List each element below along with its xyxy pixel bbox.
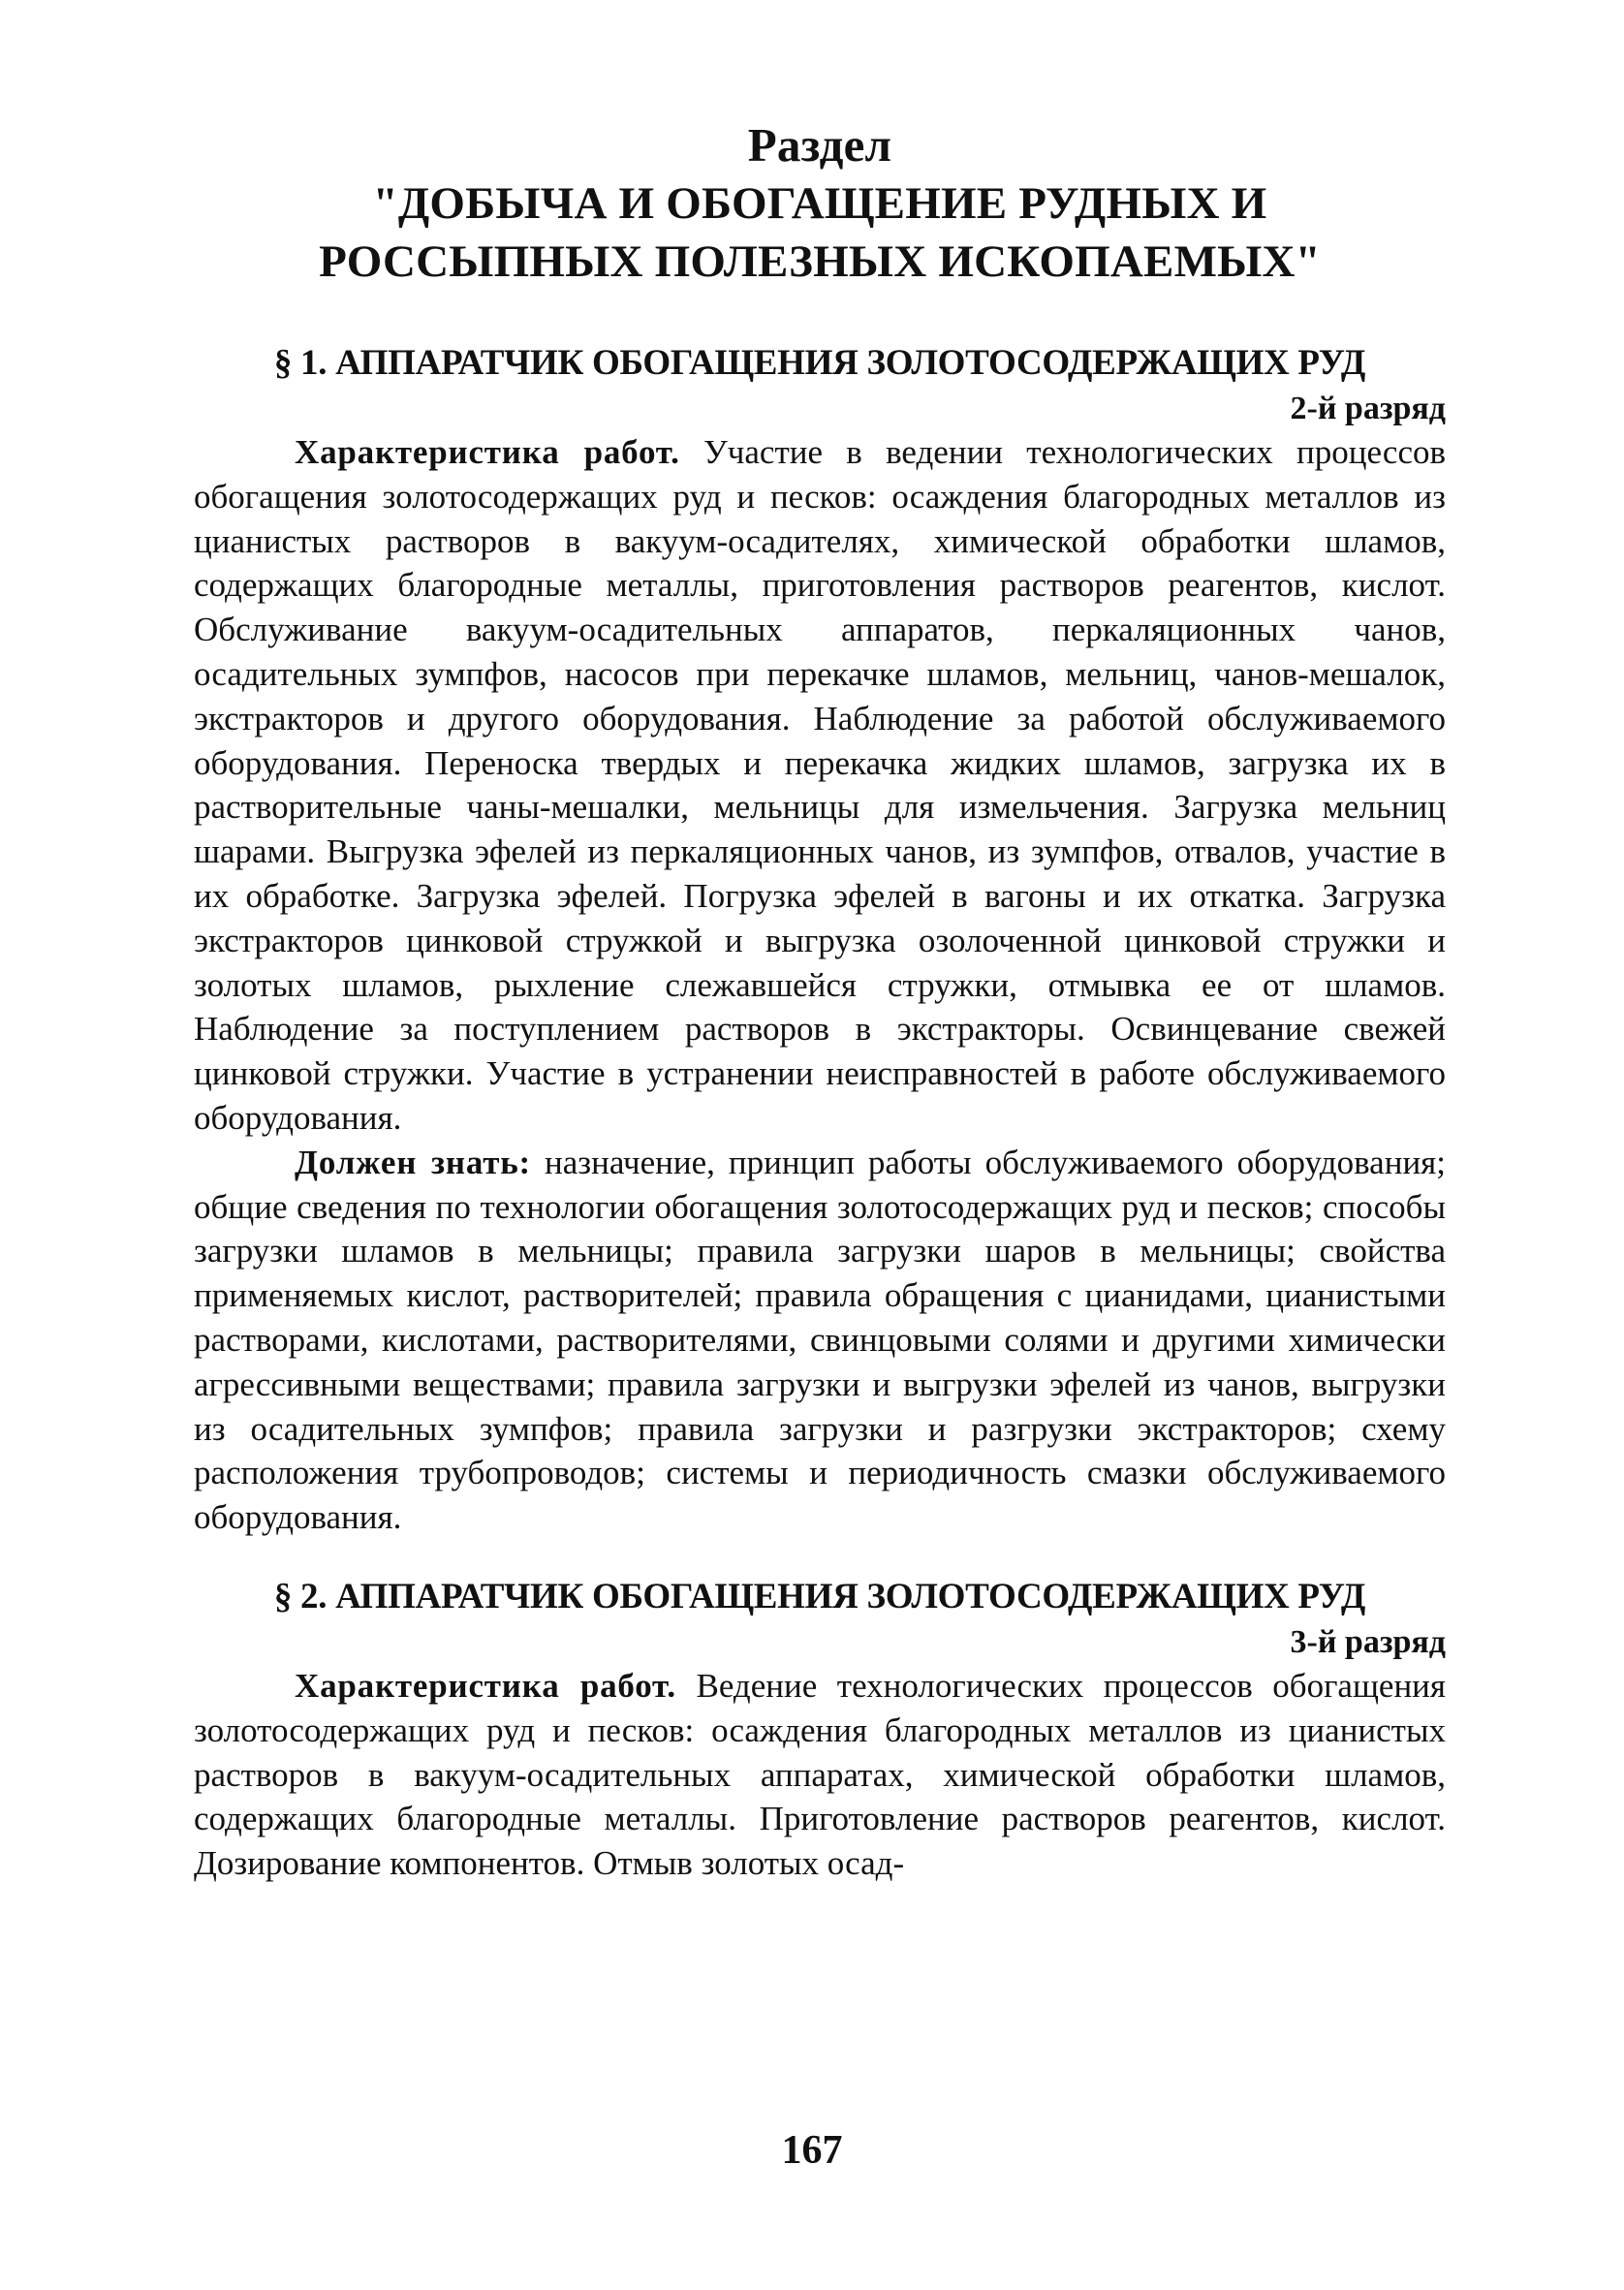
paragraph-1-grade: 2-й разряд bbox=[1290, 391, 1446, 426]
document-page bbox=[194, 116, 1446, 1886]
know-text: назначение, принцип работы обслуживаемого оборудования; общие сведения по технологии обогащения золотосодержащих руд и песков; способы загрузки шламов в мельницы; правила загрузки шаров в мельницы; свойства применяемых кислот, растворителей; правила обращения с цианидами, цианистыми растворами, кислотами, растворителями, свинцовыми солями и другими химически агрессивными веществами; правила загрузки и выгрузки эфелей из чанов, выгрузки из осадительных зумпфов; правила загрузки и разгрузки экстракторов; схему расположения трубопроводов; системы и периодичность смазки обслуживаемого оборудования. bbox=[194, 1143, 1446, 1537]
paragraph-2-work-description bbox=[194, 1664, 1446, 1886]
section-title-line-2: РОССЫПНЫХ ПОЛЕЗНЫХ ИСКОПАЕМЫХ" bbox=[319, 236, 1321, 287]
work-text: Участие в ведении технологических процессов обогащения золотосодержащих руд и песков: осаждения благородных металлов из цианистых растворов в вакуум-осадителях, химической обработки шламов, содержащих благородные металлы, приготовления растворов реагентов, кислот. Обслуживание вакуум-осадительных аппаратов, перкаляционных чанов, осадительных зумпфов, насосов при перекачке шламов, мельниц, чанов-мешалок, экстракторов и другого оборудования. Наблюдение за работой обслуживаемого оборудования. Переноска твердых и перекачка жидких шламов, загрузка их в растворительные чаны-мешалки, мельницы для измельчения. Загрузка мельниц шарами. Выгрузка эфелей из перкаляционных чанов, из зумпфов, отвалов, участие в их обработке. Загрузка эфелей. Погрузка эфелей в вагоны и их откатка. Загрузка экстракторов цинковой стружкой и выгрузка озолоченной цинковой стружки и золотых шламов, рыхление слежавшейся стружки, отмывка ее от шламов. Наблюдение за поступлением растворов в экстракторы. Освинцевание свежей цинковой стружки. Участие в устранении неисправностей в работе обслуживаемого оборудования. bbox=[194, 433, 1447, 1137]
work-label: Характеристика работ. bbox=[295, 1666, 676, 1705]
section-word: Раздел bbox=[747, 118, 892, 172]
page-number: 167 bbox=[781, 2128, 843, 2173]
paragraph-1-work-description bbox=[194, 430, 1446, 1141]
work-label: Характеристика работ. bbox=[295, 433, 680, 471]
section-title-line-1: "ДОБЫЧА И ОБОГАЩЕНИЕ РУДНЫХ И bbox=[372, 178, 1267, 229]
work-text: Ведение технологических процессов обогащения золотосодержащих руд и песков: осаждения благородных металлов из цианистых растворов в вакуум-осадительных аппаратах, химической обработки шламов, содержащих благородные металлы. Приготовление растворов реагентов, кислот. Дозирование компонентов. Отмыв золотых осад- bbox=[194, 1666, 1447, 1883]
know-label: Должен знать: bbox=[295, 1143, 531, 1181]
paragraph-1-knowledge bbox=[194, 1141, 1446, 1540]
section-heading bbox=[194, 116, 1446, 291]
paragraph-1-heading: § 1. АППАРАТЧИК ОБОГАЩЕНИЯ ЗОЛОТОСОДЕРЖАЩИХ РУД bbox=[273, 343, 1366, 383]
paragraph-2-heading: § 2. АППАРАТЧИК ОБОГАЩЕНИЯ ЗОЛОТОСОДЕРЖАЩИХ РУД bbox=[273, 1576, 1366, 1616]
paragraph-2-grade: 3-й разряд bbox=[1290, 1623, 1446, 1660]
